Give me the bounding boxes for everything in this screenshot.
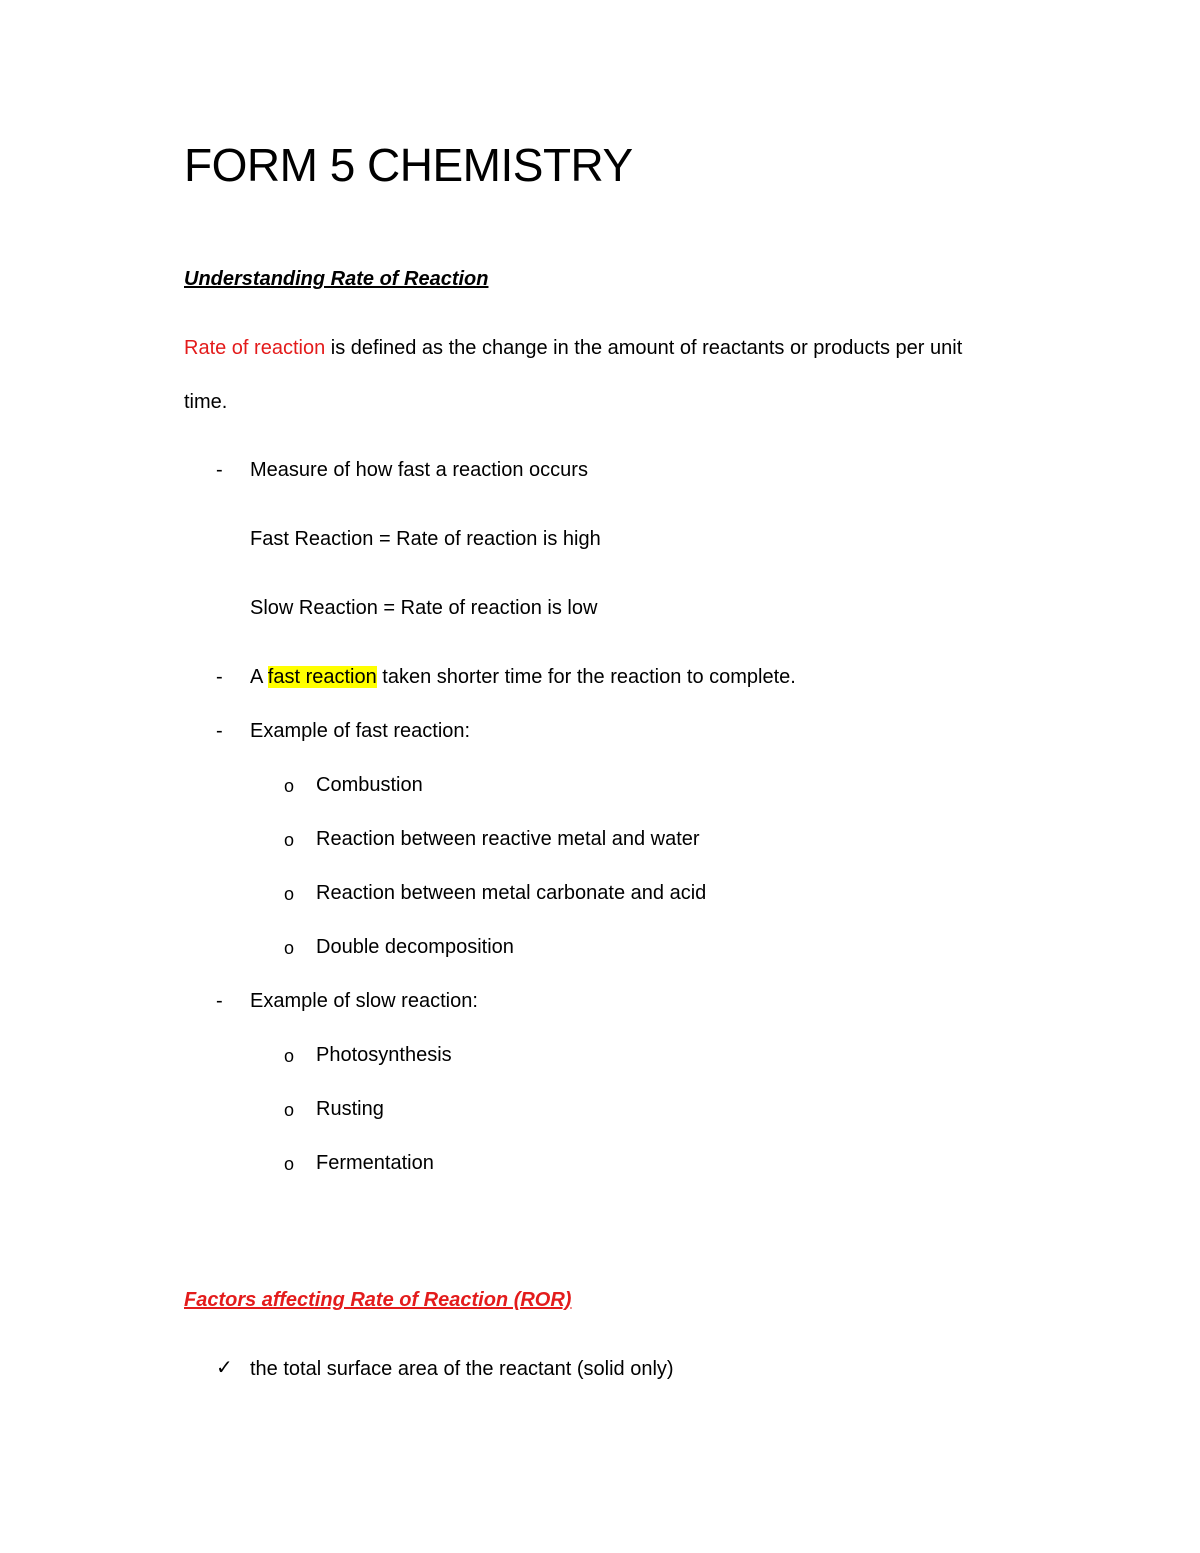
list-item: Combustion: [316, 774, 423, 796]
definition-line-2: time.: [184, 391, 228, 413]
circle-bullet: o: [284, 1100, 295, 1120]
circle-bullet: o: [284, 1154, 295, 1174]
dash-bullet: -: [216, 459, 223, 481]
list-item: Fermentation: [316, 1152, 434, 1174]
circle-bullet: o: [284, 938, 295, 958]
page-title: FORM 5 CHEMISTRY: [184, 139, 633, 191]
fast-prefix: A: [250, 666, 268, 688]
section-heading-factors: Factors affecting Rate of Reaction (ROR): [184, 1289, 572, 1311]
definition-term: Rate of reaction: [184, 337, 326, 359]
fast-reaction-point: [250, 665, 796, 689]
fast-examples-label: Example of fast reaction:: [250, 720, 471, 742]
dash-bullet: -: [216, 666, 223, 688]
circle-bullet: o: [284, 1046, 295, 1066]
list-item: Photosynthesis: [316, 1044, 452, 1066]
fast-suffix: taken shorter time for the reaction to complete.: [376, 666, 796, 688]
list-item: Reaction between reactive metal and water: [316, 828, 700, 850]
slow-equation: Slow Reaction = Rate of reaction is low: [250, 597, 598, 619]
measure-point: Measure of how fast a reaction occurs: [250, 459, 588, 481]
section-heading-understanding: Understanding Rate of Reaction: [184, 268, 489, 290]
circle-bullet: o: [284, 776, 295, 796]
highlighted-term: fast reaction: [267, 666, 377, 688]
list-item: Reaction between metal carbonate and acid: [316, 882, 707, 904]
list-item: Rusting: [316, 1098, 384, 1120]
dash-bullet: -: [216, 720, 223, 742]
definition-text: is defined as the change in the amount of reactants or products per unit: [325, 337, 963, 359]
slow-examples-label: Example of slow reaction:: [250, 990, 478, 1012]
checkmark-icon: ✓: [216, 1357, 233, 1379]
circle-bullet: o: [284, 830, 295, 850]
definition-line-1: [184, 336, 962, 360]
fast-equation: Fast Reaction = Rate of reaction is high: [250, 528, 601, 550]
list-item: Double decomposition: [316, 936, 514, 958]
circle-bullet: o: [284, 884, 295, 904]
factor-item: the total surface area of the reactant (solid only): [250, 1358, 674, 1380]
dash-bullet: -: [216, 990, 223, 1012]
